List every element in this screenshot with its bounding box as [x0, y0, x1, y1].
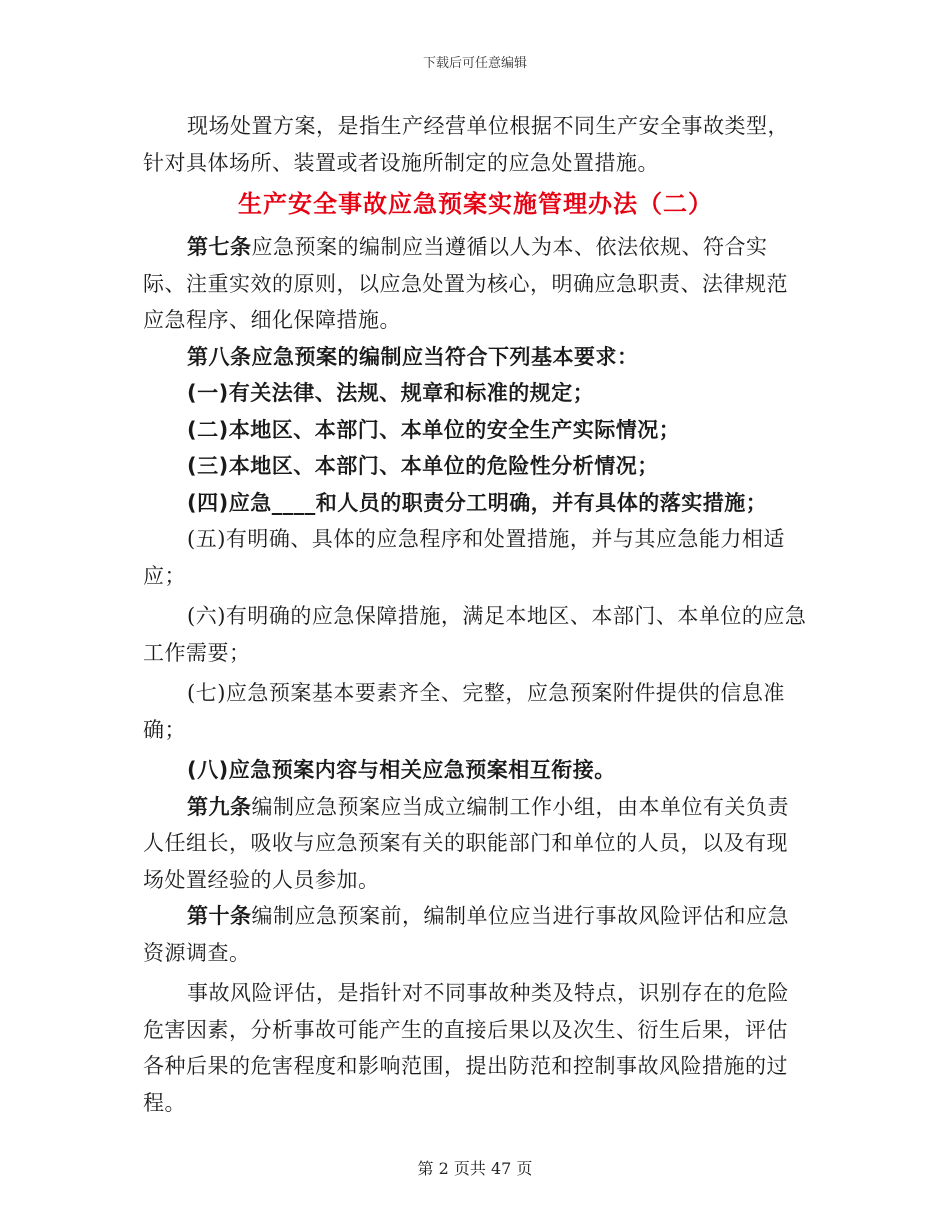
article-9-text: 编制应急预案应当成立编制工作小组，由本单位有关负责人任组长，吸收与应急预案有关的职能部门和单位的人员，以及有现场处置经验的人员参加。 — [143, 794, 789, 892]
article-7-paragraph — [143, 229, 808, 339]
article-9-paragraph — [143, 789, 808, 899]
article-10-paragraph — [143, 898, 808, 971]
risk-assessment-paragraph: 事故风险评估，是指针对不同事故种类及特点，识别存在的危险危害因素，分析事故可能产生的直接后果以及次生、衍生后果，评估各种后果的危害程度和影响范围，提出防范和控制事故风险措施的过程。 — [143, 981, 789, 1115]
article-8-item-5: (五)有明确、具体的应急程序和处置措施，并与其应急能力相适应； — [143, 527, 785, 588]
page-header: 下载后可任意编辑 — [422, 56, 527, 71]
article-8-heading: 第八条应急预案的编制应当符合下列基本要求： — [187, 344, 639, 369]
article-8-item-1: (一)有关法律、法规、规章和标准的规定； — [187, 381, 595, 405]
article-7-label: 第七条 — [187, 235, 252, 259]
page-footer: 第 2 页共 47 页 — [417, 1159, 533, 1178]
article-10-text: 编制应急预案前，编制单位应当进行事故风险评估和应急资源调查。 — [143, 904, 789, 965]
intro-paragraph: 现场处置方案，是指生产经营单位根据不同生产安全事故类型，针对具体场所、装置或者设施所制定的应急处置措施。 — [143, 114, 789, 175]
article-8-item-3: (三)本地区、本部门、本单位的危险性分析情况； — [187, 454, 659, 478]
article-8-item-4: (四)应急____和人员的职责分工明确，并有具体的落实措施； — [187, 490, 768, 515]
article-8-item-8: (八)应急预案内容与相关应急预案相互衔接。 — [187, 758, 616, 782]
article-8-item-2: (二)本地区、本部门、本单位的安全生产实际情况； — [187, 417, 681, 442]
section-title: 生产安全事故应急预案实施管理办法（二） — [238, 190, 713, 218]
article-7-text: 应急预案的编制应当遵循以人为本、依法依规、符合实际、注重实效的原则，以应急处置为核心，明确应急职责、法律规范应急程序、细化保障措施。 — [143, 235, 788, 332]
article-9-label: 第九条 — [187, 794, 252, 819]
article-10-label: 第十条 — [187, 904, 252, 928]
article-8-item-6: (六)有明确的应急保障措施，满足本地区、本部门、本单位的应急工作需要； — [143, 604, 807, 665]
article-8-item-7: (七)应急预案基本要素齐全、完整，应急预案附件提供的信息准确； — [143, 681, 785, 742]
document-body — [143, 108, 808, 1121]
